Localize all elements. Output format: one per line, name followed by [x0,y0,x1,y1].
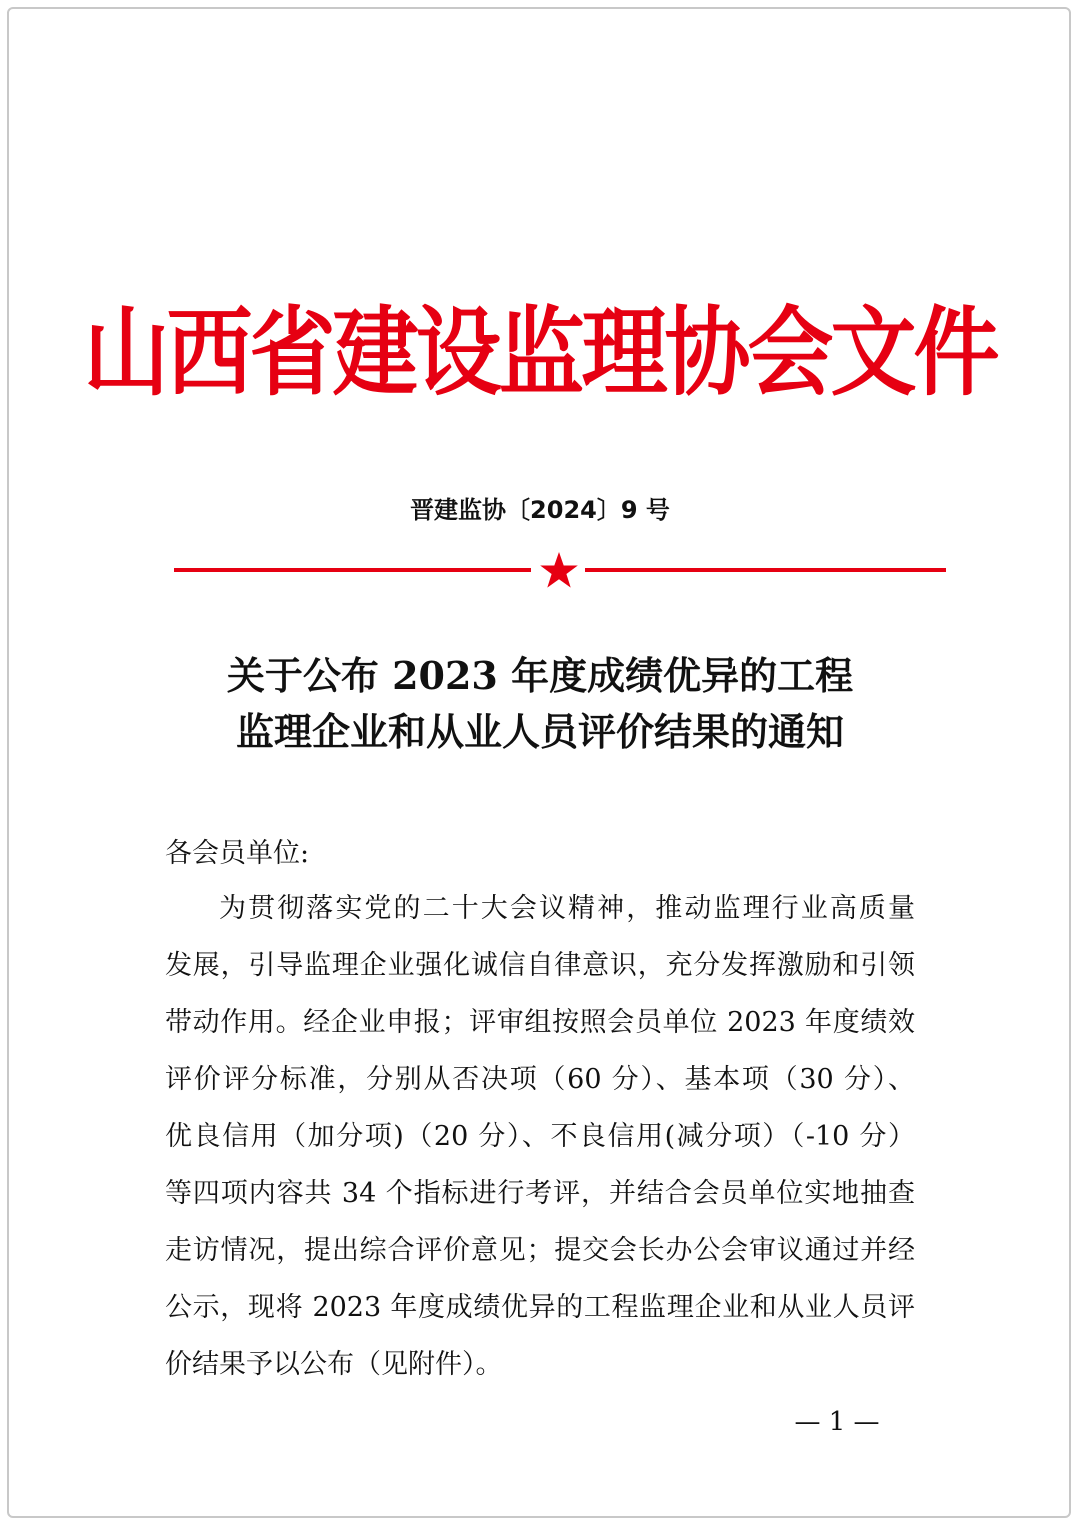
star-icon [539,551,579,589]
body-line: 走访情况，提出综合评价意见；提交会长办公会审议通过并经 [165,1235,915,1266]
document-number: 晋建监协〔2024〕9 号 [410,496,670,524]
body-line: 发展，引导监理企业强化诚信自律意识，充分发挥激励和引领 [165,950,915,981]
body-line: 带动作用。经企业申报；评审组按照会员单位 2023 年度绩效 [165,1007,915,1038]
body-line: 为贯彻落实党的二十大会议精神，推动监理行业高质量 [219,893,915,924]
divider-line-right [585,568,946,572]
body-line: 评价评分标准，分别从否决项（60 分）、基本项（30 分）、 [165,1064,915,1095]
red-divider [174,551,946,591]
body-line: 价结果予以公布（见附件）。 [165,1349,503,1380]
body-line: 公示，现将 2023 年度成绩优异的工程监理企业和从业人员评 [165,1292,915,1323]
notice-title-line: 关于公布 2023 年度成绩优异的工程 [226,653,854,698]
salutation: 各会员单位: [165,838,310,869]
page-number: — 1 — [794,1407,880,1437]
notice-body [165,887,915,1400]
organization-header: 山西省建设监理协会文件 [83,296,997,410]
body-line: 优良信用（加分项)（20 分）、不良信用(减分项）（-10 分） [165,1121,915,1152]
divider-line-left [174,568,531,572]
body-line: 等四项内容共 34 个指标进行考评，并结合会员单位实地抽查 [165,1178,915,1209]
notice-title-line: 监理企业和从业人员评价结果的通知 [235,709,844,754]
notice-title [0,648,1080,760]
